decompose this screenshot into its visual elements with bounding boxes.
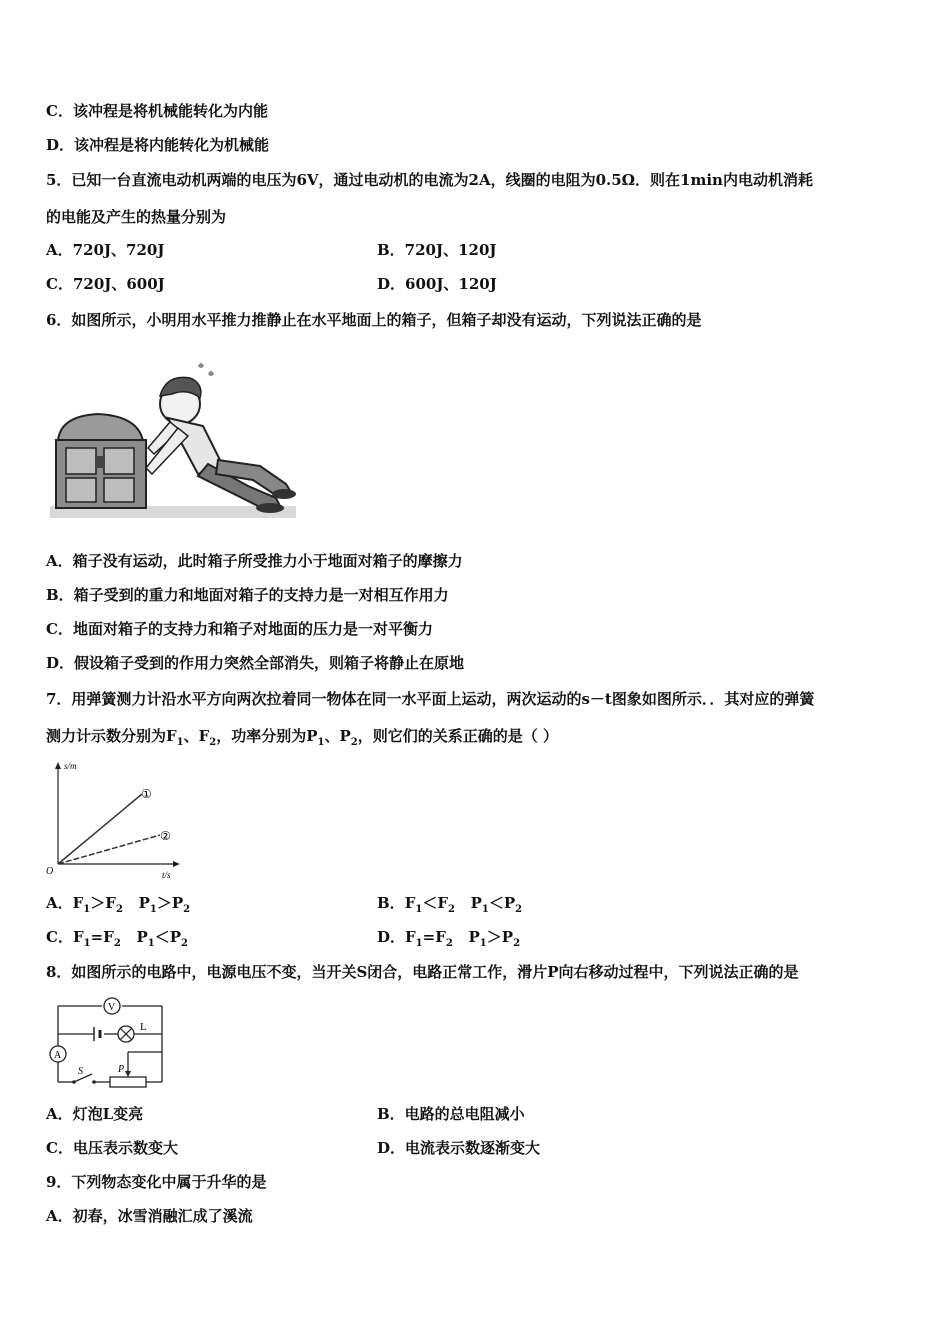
ammeter-label: A <box>54 1050 62 1061</box>
q7-option-a: A．$F_1>F_2$ $P_1>P_2$ <box>46 894 191 915</box>
q8-option-d: D．电流表示数逐渐变大 <box>377 1139 541 1157</box>
q7-option-c: C．$F_1=F_2$ $P_1<P_2$ <box>46 928 188 949</box>
q6-option-a: A．箱子没有运动，此时箱子所受推力小于地面对箱子的摩擦力 <box>46 552 463 570</box>
slider-label: P <box>118 1064 125 1075</box>
x-axis-arrow <box>173 861 180 867</box>
origin-label: O <box>46 866 54 877</box>
q9-stem: 9．下列物态变化中属于升华的是 <box>46 1173 267 1191</box>
q7-option-d: D．$F_1=F_2$ $P_1>P_2$ <box>377 928 521 949</box>
q5-option-d: D．600J、120J <box>377 275 497 293</box>
circuit-diagram <box>44 994 174 1089</box>
q6-stem: 6．如图所示，小明用水平推力推静止在水平地面上的箱子，但箱子却没有运动，下列说法正确的是 <box>46 311 702 329</box>
lamp-label: L <box>140 1021 147 1033</box>
q6-option-d: D．假设箱子受到的作用力突然全部消失，则箱子将静止在原地 <box>46 654 465 672</box>
s-t-graph <box>44 758 184 878</box>
switch-label: S <box>78 1066 83 1077</box>
y-axis-label: s/m <box>64 761 77 771</box>
s-t-graph-figure <box>44 758 184 878</box>
q8-option-a: A．灯泡L变亮 <box>46 1105 144 1123</box>
line-2-label: ② <box>160 829 171 843</box>
q5-stem-line1: 5．已知一台直流电动机两端的电压为6V，通过电动机的电流为2A，线圈的电阻为0.5Ω．则在1min内电动机消耗 <box>46 171 813 189</box>
x-axis-label: t/s <box>162 870 171 878</box>
q8-option-b: B．电路的总电阻减小 <box>377 1105 525 1123</box>
q7-stem-line2: 测力计示数分别为$F_1$、$F_2$，功率分别为$P_1$、$P_2$，则它们的关系正确的是（ ） <box>46 727 558 748</box>
line-1 <box>58 794 142 864</box>
boy-pushing-box-illustration <box>48 356 298 521</box>
y-axis-arrow <box>55 762 61 769</box>
voltmeter-label: V <box>108 1002 116 1013</box>
q5-option-c: C．720J、600J <box>46 275 165 293</box>
slider-arrow <box>125 1071 131 1077</box>
q5-option-b: B．720J、120J <box>377 241 497 259</box>
q4-option-d: D．该冲程是将内能转化为机械能 <box>46 136 270 154</box>
boy-pushing-box-figure <box>48 356 298 521</box>
q6-option-c: C．地面对箱子的支持力和箱子对地面的压力是一对平衡力 <box>46 620 433 638</box>
line-2 <box>58 835 160 864</box>
q5-stem-line2: 的电能及产生的热量分别为 <box>46 208 227 226</box>
q6-option-b: B．箱子受到的重力和地面对箱子的支持力是一对相互作用力 <box>46 586 449 604</box>
q8-option-c: C．电压表示数变大 <box>46 1139 178 1157</box>
q7-stem-line1: 7．用弹簧测力计沿水平方向两次拉着同一物体在同一水平面上运动，两次运动的s－t图象如图所示．．其对应的弹簧 <box>46 690 815 708</box>
circuit-figure <box>44 994 174 1089</box>
line-1-label: ① <box>141 787 152 801</box>
q8-stem: 8．如图所示的电路中，电源电压不变，当开关S闭合，电路正常工作，滑片P向右移动过程中，下列说法正确的是 <box>46 963 799 981</box>
q5-option-a: A．720J、720J <box>46 241 165 259</box>
q9-option-a: A．初春，冰雪消融汇成了溪流 <box>46 1207 253 1225</box>
q4-option-c: C．该冲程是将机械能转化为内能 <box>46 102 268 120</box>
q7-option-b: B．$F_1<F_2$ $P_1<P_2$ <box>377 894 523 915</box>
